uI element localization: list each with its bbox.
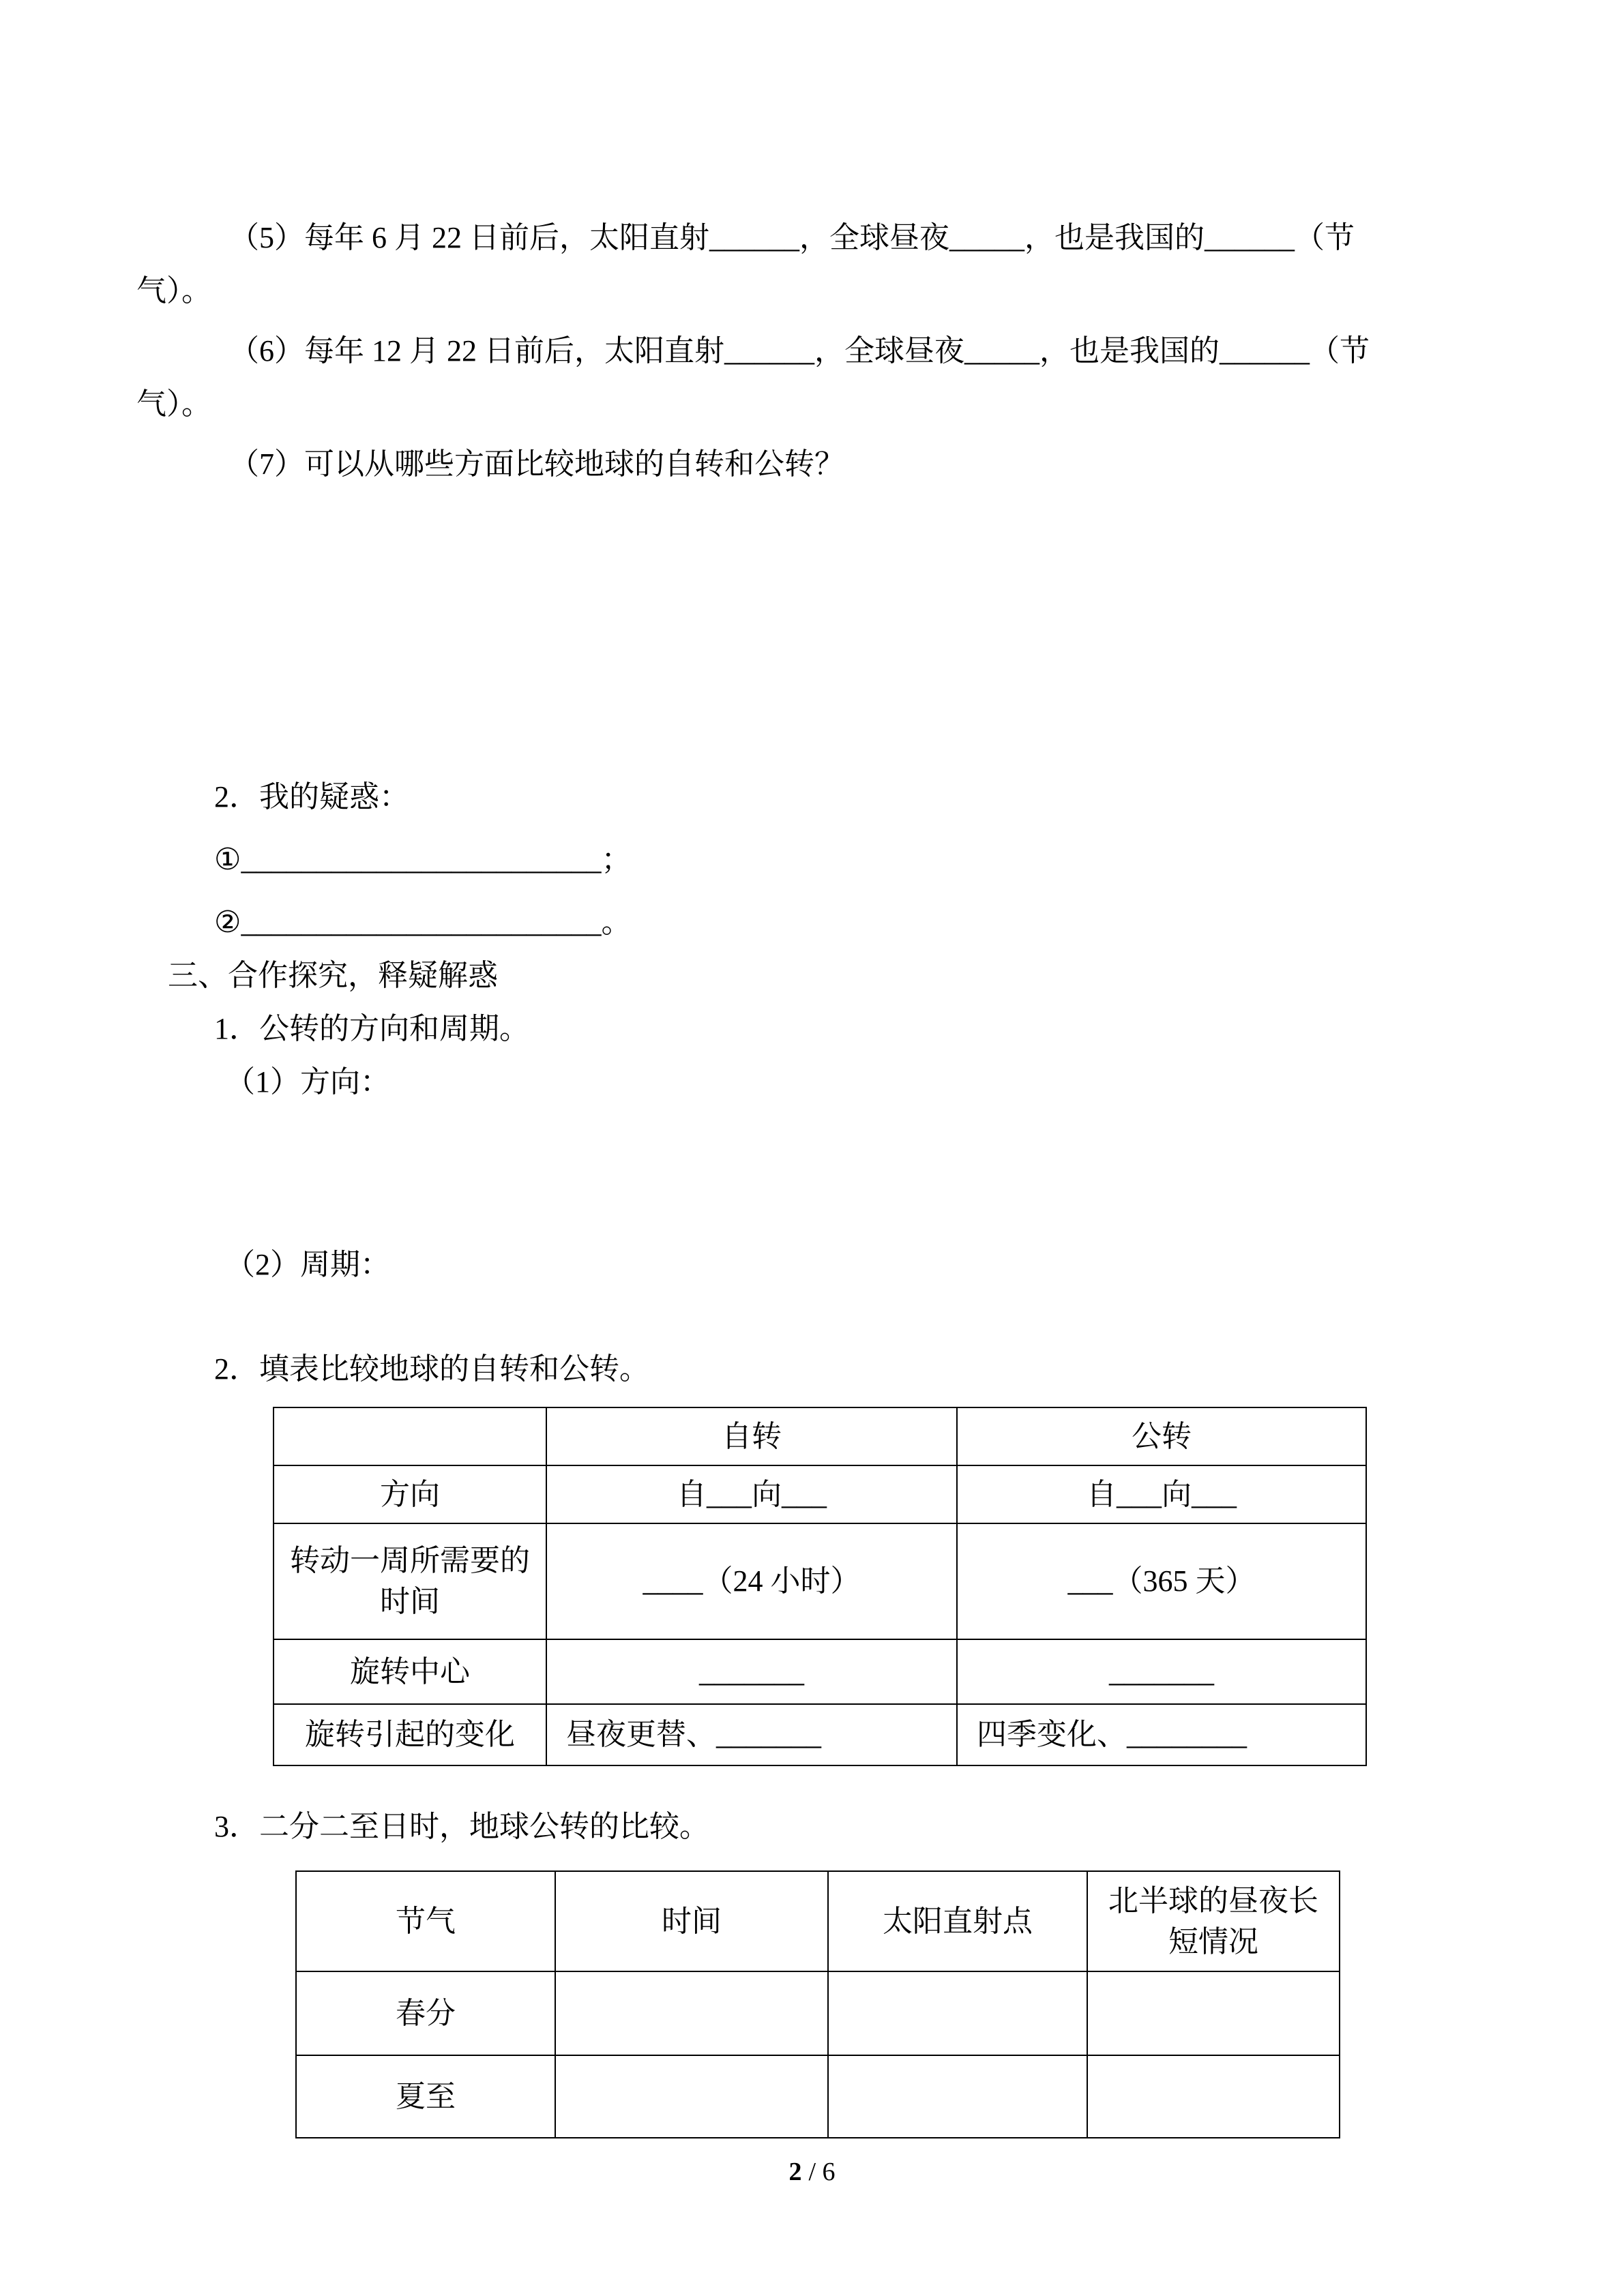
- table-cell-blank: [1087, 2055, 1340, 2138]
- solstice-equinox-table: [295, 1870, 1340, 2138]
- item-1-sub-direction: （1）方向：: [225, 1065, 390, 1099]
- table-header-row: [296, 1871, 1340, 1971]
- table-header-row: [274, 1407, 1366, 1465]
- doubt-blank-2: ②________________________。: [214, 906, 632, 939]
- page-number-total: / 6: [808, 2158, 836, 2186]
- table-cell-blank: 自___向___: [957, 1465, 1366, 1523]
- table-header-cell-daynight: 北半球的昼夜长短情况: [1087, 1871, 1340, 1971]
- table-cell: 转动一周所需要的时间: [274, 1523, 546, 1639]
- table-row-direction: [274, 1465, 1366, 1523]
- table-header-cell-sun-point: 太阳直射点: [828, 1871, 1087, 1971]
- direction-answer-space: [136, 1109, 1398, 1238]
- table-cell-blank: 自___向___: [546, 1465, 957, 1523]
- section-3-item-3: 3．二分二至日时，地球公转的比较。: [214, 1810, 709, 1843]
- page-footer: [0, 2155, 1624, 2189]
- table-cell-blank: [828, 2055, 1087, 2138]
- item-1-sub-period: （2）周期：: [225, 1248, 390, 1281]
- page-number-current: 2: [788, 2158, 802, 2186]
- my-doubts-label: 2．我的疑惑：: [214, 780, 409, 814]
- rotation-vs-revolution-table: [273, 1407, 1367, 1766]
- table-cell-blank: ___（365 天）: [957, 1523, 1366, 1639]
- table-cell: 夏至: [296, 2055, 555, 2138]
- question-5: （5）每年 6 月 22 日前后，太阳直射______，全球昼夜_____，也是我国的______（节气）。: [136, 221, 1355, 308]
- section-3-heading: 三、合作探究，释疑解惑: [168, 959, 498, 992]
- table-cell-blank: [555, 1971, 828, 2055]
- table-header-cell-empty: [274, 1407, 546, 1465]
- table-cell: 方向: [274, 1465, 546, 1523]
- table-row-period: [274, 1523, 1366, 1639]
- period-answer-space: [136, 1292, 1398, 1343]
- table-cell-blank: _______: [957, 1639, 1366, 1704]
- table-cell-blank: 四季变化、________: [957, 1704, 1366, 1765]
- table-cell-blank: _______: [546, 1639, 957, 1704]
- section-3-item-1: 1．公转的方向和周期。: [214, 1012, 529, 1045]
- answer-blank-area: [136, 498, 1398, 771]
- table-cell-blank: [555, 2055, 828, 2138]
- table-row-summer-solstice: [296, 2055, 1340, 2138]
- table-header-cell-time: 时间: [555, 1871, 828, 1971]
- table-header-cell-rotation: 自转: [546, 1407, 957, 1465]
- table-row-spring-equinox: [296, 1971, 1340, 2055]
- table-cell-blank: ____（24 小时）: [546, 1523, 957, 1639]
- table-header-cell-term: 节气: [296, 1871, 555, 1971]
- table-row-center: [274, 1639, 1366, 1704]
- table-cell: 旋转中心: [274, 1639, 546, 1704]
- table-cell-blank: [828, 1971, 1087, 2055]
- doubt-blank-1: ①________________________；: [214, 843, 632, 876]
- table-cell: 旋转引起的变化: [274, 1704, 546, 1765]
- table-header-cell-revolution: 公转: [957, 1407, 1366, 1465]
- table-cell-blank: 昼夜更替、_______: [546, 1704, 957, 1765]
- table-cell-blank: [1087, 1971, 1340, 2055]
- table-row-changes: [274, 1704, 1366, 1765]
- section-3-item-2: 2．填表比较地球的自转和公转。: [214, 1352, 649, 1386]
- question-7: （7）可以从哪些方面比较地球的自转和公转？: [229, 447, 844, 481]
- table-cell: 春分: [296, 1971, 555, 2055]
- question-6: （6）每年 12 月 22 日前后，太阳直射______，全球昼夜_____，也是我国的______（节气）。: [136, 334, 1370, 421]
